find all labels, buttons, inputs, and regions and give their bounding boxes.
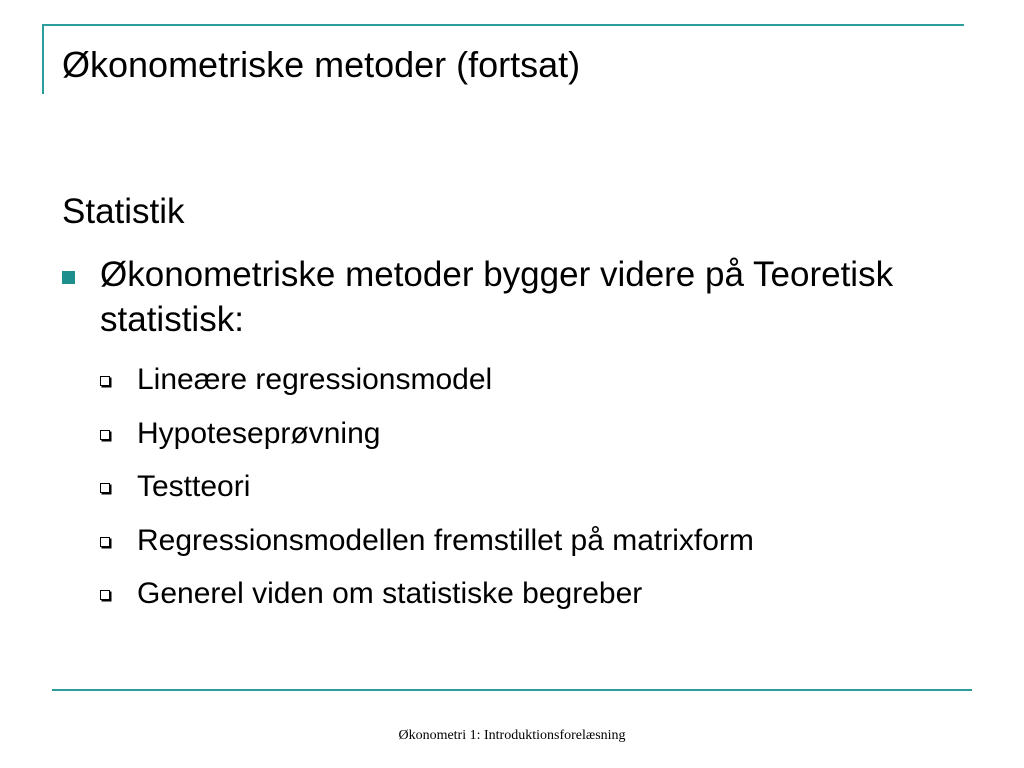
main-bullet-text: Økonometriske metoder bygger videre på Teoretisk statistisk: <box>100 255 894 339</box>
sub-bullet-list <box>100 360 970 628</box>
sub-bullet-item <box>100 360 970 414</box>
sub-bullet-text: Lineære regressionsmodel <box>137 363 493 396</box>
hollow-square-bullet-icon <box>100 590 110 600</box>
footer-divider-line <box>52 689 972 691</box>
sub-bullet-item <box>100 521 970 575</box>
sub-bullet-item <box>100 574 970 628</box>
slide-title: Økonometriske metoder (fortsat) <box>62 44 581 85</box>
sub-bullet-text: Hypoteseprøvning <box>137 416 381 450</box>
section-heading: Statistik <box>62 192 185 231</box>
sub-bullet-item <box>100 467 970 521</box>
title-accent-line-vertical <box>42 24 44 94</box>
hollow-square-bullet-icon <box>100 376 110 386</box>
hollow-square-bullet-icon <box>100 483 110 493</box>
sub-bullet-text: Testteori <box>137 470 251 503</box>
footer-text: Økonometri 1: Introduktionsforelæsning <box>398 728 626 743</box>
title-accent-line-horizontal <box>42 24 964 26</box>
sub-bullet-text: Regressionsmodellen fremstillet på matrixform <box>137 523 754 557</box>
hollow-square-bullet-icon <box>100 537 110 547</box>
sub-bullet-item <box>100 414 970 468</box>
square-bullet-icon <box>62 271 75 284</box>
hollow-square-bullet-icon <box>100 430 110 440</box>
sub-bullet-text: Generel viden om statistiske begreber <box>137 577 643 610</box>
